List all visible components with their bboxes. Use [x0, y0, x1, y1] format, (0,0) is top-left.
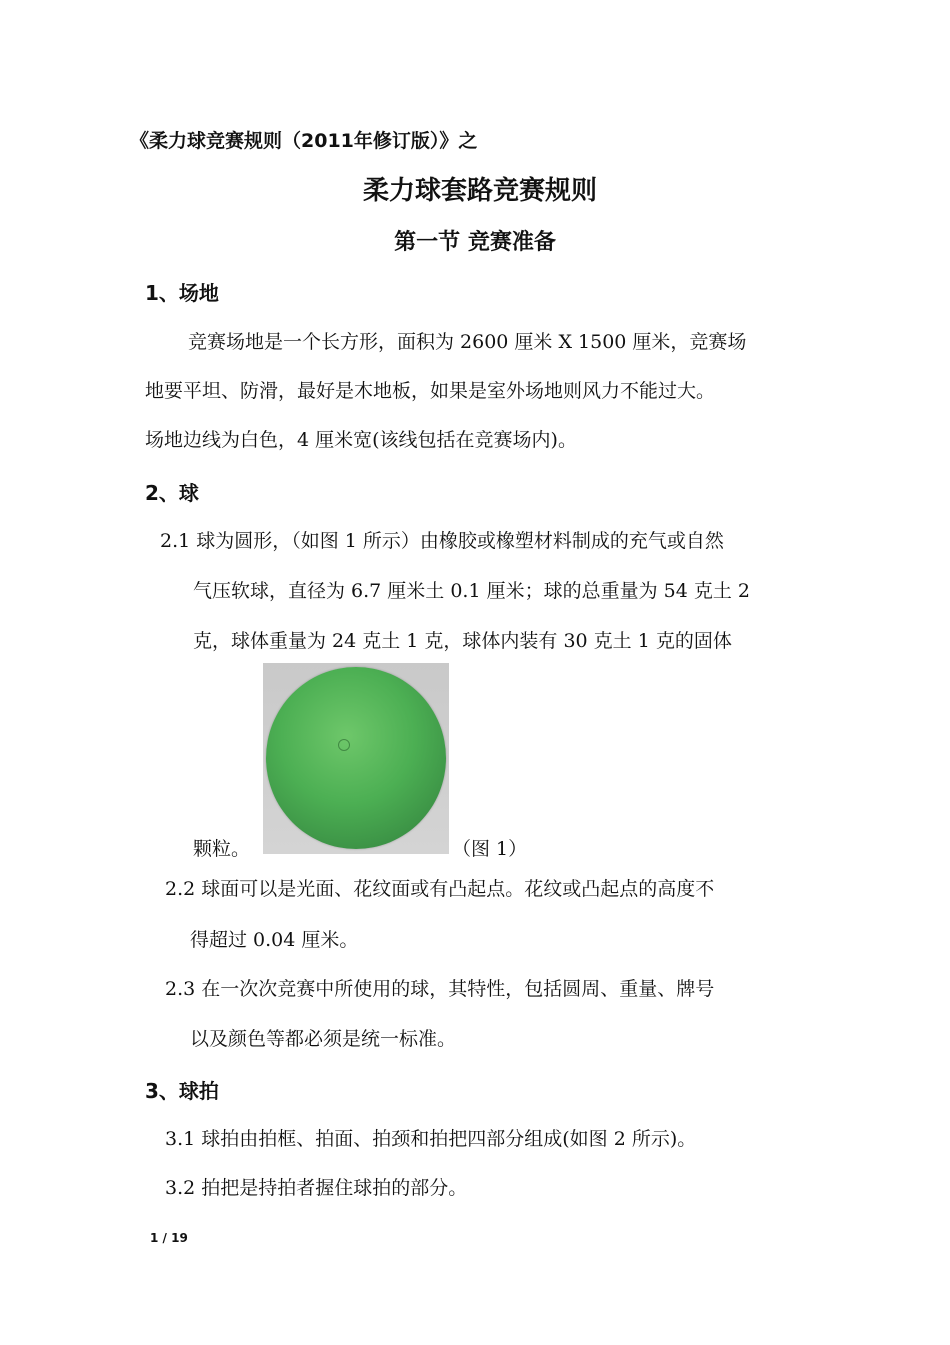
paragraph-line: 地要平坦、防滑，最好是木地板，如果是室外场地则风力不能过大。 — [145, 380, 716, 402]
paragraph-line: 3.2 拍把是持拍者握住球拍的部分。 — [165, 1177, 468, 1199]
paragraph-line: 得超过 0.04 厘米。 — [190, 929, 359, 951]
paragraph-line: 气压软球，直径为 6.7 厘米土 0.1 厘米；球的总重量为 54 克土 2 — [193, 580, 750, 602]
paragraph-line: 竞赛场地是一个长方形，面积为 2600 厘米 X 1500 厘米，竞赛场 — [188, 331, 747, 353]
ball-photo — [263, 663, 449, 854]
section-title: 第一节 竞赛准备 — [394, 230, 556, 255]
paragraph-line: 以及颜色等都必须是统一标准。 — [190, 1028, 457, 1050]
figure-caption: （图 1） — [452, 838, 528, 860]
paragraph-line: 克，球体重量为 24 克土 1 克，球体内装有 30 克土 1 克的固体 — [193, 630, 732, 652]
heading-racket: 3、球拍 — [145, 1079, 219, 1103]
heading-ball: 2、球 — [145, 481, 199, 505]
paragraph-line-end: 颗粒。 — [193, 838, 251, 860]
paragraph-line: 2.3 在一次次竞赛中所使用的球，其特性，包括圆周、重量、牌号 — [165, 978, 715, 1000]
paragraph-line: 3.1 球拍由拍框、拍面、拍颈和拍把四部分组成(如图 2 所示)。 — [165, 1128, 697, 1150]
document-title: 柔力球套路竞赛规则 — [362, 176, 597, 206]
document-super-title: 《柔力球竞赛规则（2011年修订版）》之 — [130, 130, 478, 152]
paragraph-line: 2.1 球为圆形，（如图 1 所示）由橡胶或橡塑材料制成的充气或自然 — [160, 530, 724, 552]
heading-venue: 1、场地 — [145, 281, 219, 305]
paragraph-line: 2.2 球面可以是光面、花纹面或有凸起点。花纹或凸起点的高度不 — [165, 878, 715, 900]
soft-ball-image — [266, 667, 446, 849]
page-number: 1 / 19 — [150, 1231, 188, 1245]
paragraph-line: 场地边线为白色，4 厘米宽(该线包括在竞赛场内)。 — [145, 429, 577, 451]
